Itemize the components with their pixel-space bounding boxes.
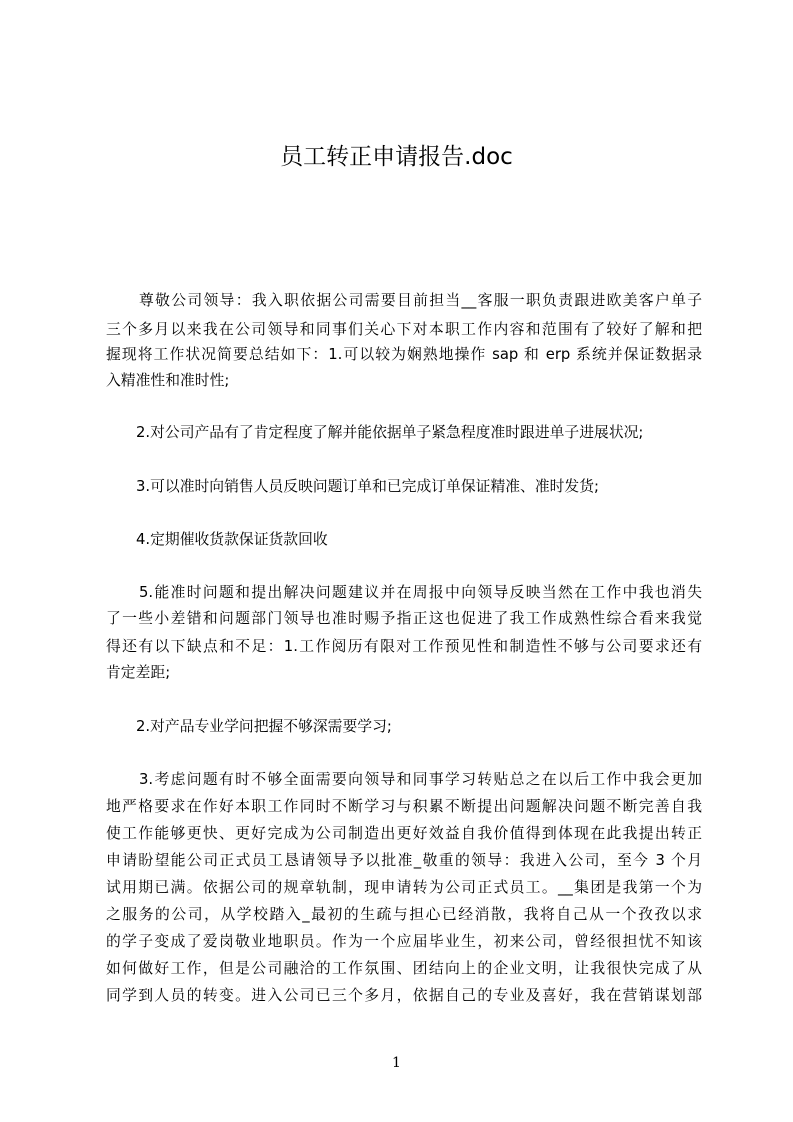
text-line: 得还有以下缺点和不足：1.工作阅历有限对工作预见性和制造性不够与公司要求还有: [106, 638, 702, 655]
paragraph-6: 2.对产品专业学问把握不够深需要学习;: [136, 718, 392, 735]
text-line: 如何做好工作，但是公司融洽的工作氛围、团结向上的企业文明，让我很快完成了从: [106, 960, 702, 977]
text-line: 试用期已满。依据公司的规章轨制，现申请转为公司正式员工。__集团是我第一个为: [106, 879, 702, 896]
text-line: 入精准性和准时性;: [106, 372, 230, 389]
page-number: 1: [392, 1055, 401, 1071]
document-title: 员工转正申请报告.doc: [280, 144, 513, 170]
text-line: 尊敬公司领导：我入职依据公司需要目前担当__客服一职负责跟进欧美客户单子: [139, 292, 702, 309]
text-line: 之服务的公司，从学校踏入_最初的生疏与担心已经消散，我将自己从一个孜孜以求: [106, 906, 702, 923]
text-line: 握现将工作状况简要总结如下：1.可以较为娴熟地操作 sap 和 erp 系统并保证数据录: [106, 346, 702, 363]
paragraph-3: 3.可以准时向销售人员反映问题订单和已完成订单保证精准、准时发货;: [136, 478, 600, 495]
text-line: 申请盼望能公司正式员工恳请领导予以批准_敬重的领导：我进入公司，至今 3 个月: [106, 852, 702, 869]
text-line: 了一些小差错和问题部门领导也准时赐予指正这也促进了我工作成熟性综合看来我觉: [106, 610, 702, 627]
paragraph-2: 2.对公司产品有了肯定程度了解并能依据单子紧急程度准时跟进单子进展状况;: [136, 424, 644, 441]
text-line: 3.考虑问题有时不够全面需要向领导和同事学习转贴总之在以后工作中我会更加: [139, 771, 702, 788]
text-line: 肯定差距;: [106, 664, 171, 681]
text-line: 使工作能够更快、更好完成为公司制造出更好效益自我价值得到体现在此我提出转正: [106, 825, 702, 842]
text-line: 三个多月以来我在公司领导和同事们关心下对本职工作内容和范围有了较好了解和把: [106, 321, 702, 338]
text-line: 5.能准时问题和提出解决问题建议并在周报中向领导反映当然在工作中我也消失: [139, 584, 702, 601]
text-line: 的学子变成了爱岗敬业地职员。作为一个应届毕业生，初来公司，曾经很担忧不知该: [106, 933, 702, 950]
text-line: 地严格要求在作好本职工作同时不断学习与积累不断提出问题解决问题不断完善自我: [106, 798, 702, 815]
paragraph-4: 4.定期催收货款保证货款回收: [136, 531, 328, 548]
text-line: 同学到人员的转变。进入公司已三个多月，依据自己的专业及喜好，我在营销谋划部: [106, 987, 702, 1004]
